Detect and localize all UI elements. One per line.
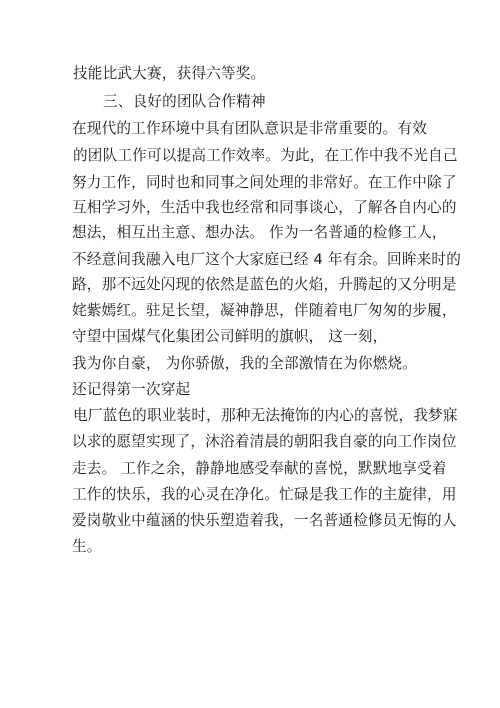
text-line: 的团队工作可以提高工作效率。为此，在工作中我不光自己: [73, 147, 458, 164]
text-line: 想法，相互出主意、想办法。 作为一名普通的检修工人，: [72, 224, 447, 241]
text-line: 技能比武大赛，获得六等奖。: [73, 65, 266, 82]
text-line: 我为你自豪， 为你骄傲，我的全部激情在为你燃烧。: [72, 355, 418, 372]
text-line: 爱岗敬业中蕴涵的快乐塑造着我，一名普通检修员无悔的人: [72, 512, 457, 529]
text-line: 互相学习外，生活中我也经常和同事谈心，了解各自内心的: [72, 199, 457, 216]
text-line: 电厂蓝色的职业装时，那种无法掩饰的内心的喜悦，我梦寐: [73, 407, 458, 424]
text-line: 不经意间我融入电厂这个大家庭已经 4 年有余。回眸来时的: [72, 251, 462, 268]
text-line: 生。: [72, 538, 102, 555]
text-line: 守望中国煤气化集团公司鲜明的旗帜， 这一刻，: [72, 328, 388, 345]
text-line: 努力工作，同时也和同事之间处理的非常好。在工作中除了: [72, 174, 457, 191]
text-line: 还记得第一次穿起: [72, 381, 191, 398]
text-line: 以求的愿望实现了，沐浴着清晨的朝阳我自豪的向工作岗位: [72, 433, 457, 450]
text-line: 工作的快乐，我的心灵在净化。忙碌是我工作的主旋律，用: [72, 486, 457, 503]
text-line: 路，那不远处闪现的依然是蓝色的火焰，升腾起的又分明是: [72, 276, 457, 293]
text-line: 姹紫嫣红。驻足长望，凝神静思，伴随着电厂匆匆的步履，: [72, 302, 457, 319]
text-line: 在现代的工作环境中具有团队意识是非常重要的。有效: [72, 120, 428, 137]
text-line: 走去。 工作之余，静静地感受奉献的喜悦，默默地享受着: [72, 460, 447, 477]
section-heading: 三、良好的团队合作精神: [103, 93, 266, 110]
